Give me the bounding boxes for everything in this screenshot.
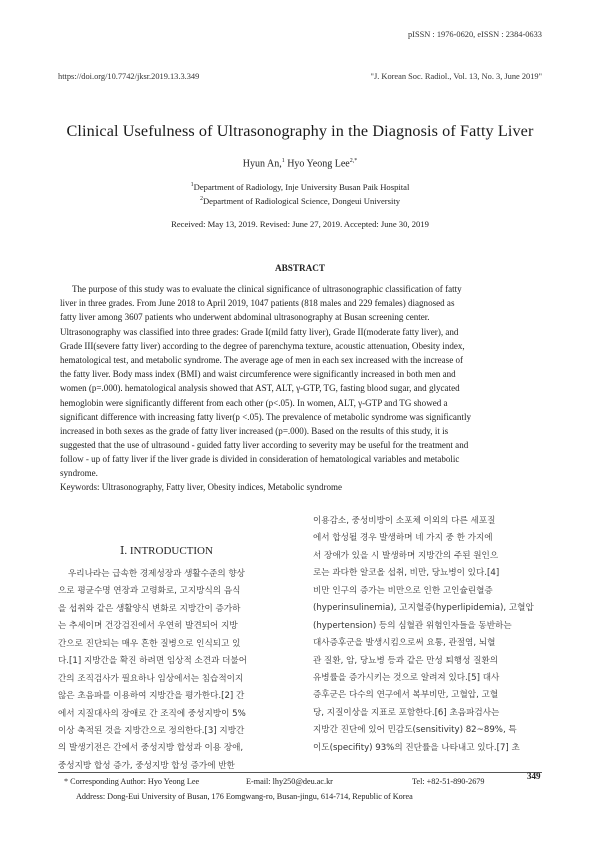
section-heading: Ⅰ. INTRODUCTION	[120, 545, 213, 557]
body-line: 이용감소, 중성비방이 소포체 이외의 다른 세포질	[313, 516, 496, 526]
body-line: 중성지방 합성 증가, 중성지방 합성 증가에 반한	[58, 760, 235, 771]
body-line: (hypertension) 등의 심혈관 위험인자들을 동반하는	[313, 620, 512, 631]
abstract-body	[60, 282, 542, 481]
body-line: 을 섭취와 같은 생활양식 변화로 지방간이 증가하	[58, 603, 241, 614]
author-line	[0, 158, 600, 169]
intro-column-1	[58, 566, 316, 775]
body-line: 다.[1] 지방간을 확진 하려면 임상적 소견과 더불어	[58, 656, 248, 667]
received-dates: Received: May 13, 2019. Revised: June 27, 2019. Accepted: June 30, 2019	[171, 219, 429, 229]
journal-reference: "J. Korean Soc. Radiol., Vol. 13, No. 3, June 2019"	[370, 72, 542, 81]
keywords: Keywords: Ultrasonography, Fatty liver, Obesity indices, Metabolic syndrome	[60, 482, 343, 492]
abstract-line: women (p=.000). hematological analysis showed that AST, ALT, γ-GTP, TG, fasting blood sugar, and glycated	[60, 383, 460, 394]
abstract-line: Grade III(severe fatty liver) according to the degree of parenchyma texture, acoustic attenuation, Obesity index,	[60, 340, 465, 351]
body-line: 비만 인구의 증가는 비만으로 인한 고인슐린혈증	[313, 585, 493, 596]
address: Address: Dong-Eui University of Busan, 176 Eomgwang-ro, Busan-jingu, 614-714, Republic of Korea	[76, 792, 413, 801]
abstract-line: syndrome.	[60, 468, 98, 479]
body-line: (hyperinsulinemia), 고지혈증(hyperlipidemia), 고혈압	[313, 603, 534, 614]
abstract-line: liver in three grades. From June 2018 to April 2019, 1047 patients (818 males and 229 females) diagnosed as	[60, 298, 455, 309]
body-line: 이도(specifity) 93%의 진단률을 나타내고 있다.[7] 초	[313, 742, 520, 753]
body-line: 서 장애가 있을 시 발생하며 지방간의 주된 원인으	[313, 550, 499, 561]
affiliation-2	[0, 196, 600, 206]
body-line: 증후군은 다수의 연구에서 복부비만, 고혈압, 고혈	[313, 690, 499, 701]
author-2: Hyo Yeong Lee	[284, 158, 350, 170]
affiliation-1-text: Department of Radiology, Inje University Busan Paik Hospital	[193, 182, 410, 192]
affiliation-1-sup: 1	[190, 182, 194, 189]
abstract-heading: ABSTRACT	[274, 263, 326, 273]
issn-line: pISSN : 1976-0620, eISSN : 2384-0633	[407, 30, 542, 39]
abstract-line: significant difference with increasing fatty liver(p <.05). The prevalence of metabolic syndrome was significantly	[60, 411, 471, 422]
email-link[interactable]: E-mail: lhy250@deu.ac.kr	[246, 777, 333, 786]
paper-title: Clinical Usefulness of Ultrasonography in the Diagnosis of Fatty Liver	[66, 122, 534, 140]
body-line: 간으로 진단되는 매우 흔한 질병으로 인식되고 있	[58, 638, 241, 649]
footer-divider	[58, 772, 542, 773]
corresponding-author: * Corresponding Author: Hyo Yeong Lee	[64, 777, 200, 786]
body-line: 로는 과다한 알코올 섭취, 비만, 당뇨병이 있다.[4]	[313, 568, 500, 579]
abstract-line: The purpose of this study was to evaluate the clinical significance of ultrasonographic classification of fatty	[72, 284, 462, 294]
abstract-line: Ultrasonography was classified into three grades: Grade I(mild fatty liver), Grade II(moderate fatty liver), and	[60, 326, 459, 337]
page-number: 349	[527, 771, 541, 781]
body-line: 지방간 진단에 있어 민감도(sensitivity) 82~89%, 특	[313, 725, 517, 736]
body-line: 유병률을 증가시키는 것으로 알려져 있다.[5] 대사	[313, 672, 500, 683]
doi-link[interactable]: https://doi.org/10.7742/jksr.2019.13.3.349	[58, 72, 200, 81]
body-line: 으로 평균수명 연장과 고령화로, 고지방식의 음식	[58, 586, 241, 597]
abstract-line: the fatty liver. Body mass index (BMI) and waist circumference were significantly increased in both men and	[60, 369, 456, 380]
body-line: 않은 초음파를 이용하여 지방간을 평가한다.[2] 간	[58, 691, 245, 702]
author-2-sup: 2,*	[349, 158, 358, 164]
telephone: Tel: +82-51-890-2679	[412, 777, 485, 786]
body-line: 간의 조직검사가 필요하나 임상에서는 침습적이지	[58, 673, 244, 684]
abstract-line: hematological test, and metabolic syndrome. The average age of men in each sex increased with the increase of	[60, 354, 464, 365]
author-1: Hyun An,	[242, 158, 282, 170]
affiliation-2-sup: 2	[199, 196, 203, 203]
body-line: 당, 지질이상을 지표로 포함한다.[6] 초음파검사는	[313, 707, 500, 718]
affiliation-2-text: Department of Radiological Science, Dongeui University	[202, 196, 401, 206]
abstract-line: fatty liver among 3607 patients who underwent abdominal ultrasonography at Busan screening center.	[60, 312, 430, 323]
abstract-line: hemoglobin were significantly different from each other (p<.05). In women, ALT, γ-GTP and TG showed a	[60, 397, 448, 408]
author-1-sup: 1	[281, 158, 285, 164]
body-line: 대사증후군을 발생시킴으로써 요통, 관절염, 뇌혈	[313, 638, 496, 649]
intro-column-2	[313, 513, 545, 757]
body-line: 에서 합성될 경우 발생하며 네 가지 중 한 가지에	[313, 533, 493, 544]
abstract-line: increased in both sexes as the grade of fatty liver increased (p=.000). Based on the results of this study, it is	[60, 425, 449, 436]
body-line: 이상 축적된 것을 지방간으로 정의한다.[3] 지방간	[58, 725, 245, 736]
body-line: 우리나라는 급속한 경제성장과 생활수준의 향상	[68, 569, 245, 579]
abstract-line: follow - up of fatty liver if the liver grade is divided in consideration of hematological variables and metabolic	[60, 454, 460, 465]
body-line: 에서 지질대사의 장애로 간 조직에 중성지방이 5%	[58, 708, 246, 719]
body-line: 관 질환, 암, 당뇨병 등과 같은 만성 퇴행성 질환의	[313, 655, 499, 666]
affiliation-1	[0, 182, 600, 192]
body-line: 는 추세이며 건강검진에서 우연히 발견되어 지방	[58, 621, 238, 632]
body-line: 의 발생기전은 간에서 중성지방 합성과 이용 장애,	[58, 743, 244, 754]
abstract-line: suggested that the use of ultrasound - guided fatty liver according to severity may be useful for the treatment and	[60, 440, 469, 451]
